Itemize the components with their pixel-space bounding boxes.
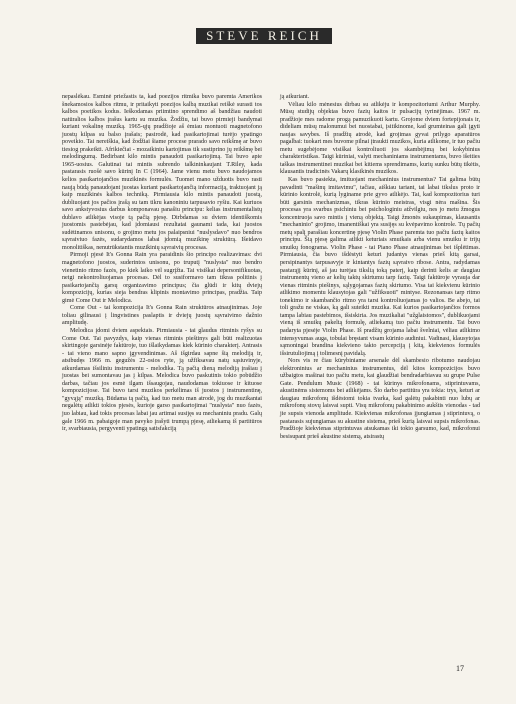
paragraph: Pirmoji pjesė It's Gonna Rain yra paraidinis šio principo realizavimas: dvi magnetofono juostos, suderintos unisonu, po truputį "nuslysta" nuo bendro vienetinio ritmo fazės, po kiek laiko vėl sugrįžta. Tai visiškai depersonifikuotas, netgi nekontroliuojamas procesas. Dėl to susiformavo tam tikras politinis į pasikartojančią garsų organizavimo principus; čia glūdi ir kitų dviejų kompozicijų, kurias sieja bendras klipinis montavimo principas, pradžia. Taip gimė Come Out ir Melodica. — [62, 252, 262, 304]
paragraph: Come Out - tai kompozicija It's Gonna Rain struktūros atnaujinimas. Joje toliau gilinausi į lingvistines paslaptis ir dviejų juostų sąvraivimo dažnio amplitudę. — [62, 305, 262, 327]
paragraph: Kas buvo pasiekta, imituojant mechaninius instrumentus? Tai galima būtų pavadinti "mašinų imitavimu", tačiau, aiškiau tariant, tai labai tikslus proto ir kūrinio kontrolė, kurią lyginame prie gyvo atlikėjo. Tai, kad kompozitorius turi būti garsinis mechanizmas, tikras kūrinio meistras, visgi nėra mašina. Šis procesas yra svarbus psichiniu bei psichologiniu atžvilgiu, nes jo metu žmogus koncentruoja savo mintis į vieną objektą. Taigi žmonės sukaupimas, klausantis "mechaninio" grojimo, imanentiškai yra susijęs su kvėpavimo kontrole. Tų pačių metų spalį parašiau koncertinę pjesę Violin Phase paremta tuo pačiu fazių kaitos principu. Šią pjesę galima atlikti keturiais smuikais arba vienu smuiku ir trijų smuikų fonograma. Violin Phase - tai Piano Phase atnaujinimas bei išplėtimas. Pirmiausia, čia buvo išdėstyti keturi judantys vienas prieš kitą garsai, persipinantys tarpusavyje ir kintantys fazių sąvraivo ribose. Antra, radydamas pastarąjį kūrinį, aš jau turėjau tikslią toką paterį, kaip derinti kelis ar daugiau instrumentų vieno ar kelių taktų skirtumu tarp fazių. Taigi faktūroje vyrauja dar vienas ritminis piešinys, sąlygojamas fazių skirtumo. Visa tai kiekvienu kūrinio atlikimo momentu klausytojas gali "užfiksuoti" mintyse. Rezonansas tarp ritmo tonekimo ir skambančio ritmo yra tarsi kontroliuojamas jo valios. Be abejo, tai toli gražu ne viskas, ką gali suteikti muzika. Kai kurios pasikartojančios formos tampa labiau pastebimos, išsiskiria. Jos muzikaliai "užglaistomos", dublikuojami vieną iš smuikų pakeltą formulę, atliekamą tuo pačiu instrumentu. Tai buvo padaryta pjesėje Violin Phase. Iš pradžių grojama labai švelniai, vėliau atlikimo intensyvumas auga, tobulai bręstant visam kūrinio audiniui. Vadinasi, klausytojas sąmoningai brandina kiekvieno takto percepciją į kitą, kiekvienos formulės išsirutuliojimą į tolimesnį pavidalą. — [280, 177, 480, 357]
left-text-column — [62, 94, 262, 434]
paragraph: ją atkuriant. — [280, 94, 310, 100]
running-header: STEVE REICH — [196, 28, 332, 44]
paragraph: nepaslėkau. Esminė priežastis ta, kad poezijos ritmika buvo paremta Amerikos šnekamosios kalbos ritmu, ir pritaikyti poezijos kalbą muzikai reiškė surasti tos kalbos poetikos kodus. Ieškodamas priimtino sprendimo aš bandžiau naudoti natūralios kalbos įrašus kartu su muzika. Žodžiu, tai buvo pirmieji bandymai kuriant vokalinę muziką. 1965-ųjų pradžioje aš ėmiau montuoti magnetofono juostų kilpas su balso įrašais; pasirodė, kad pasikartojimai turėjo ypatingo poveikio. Tai nereiškia, kad žodžiai šiame procese prarado savo reikšmę ar buvo tiesiog prakeikti. Afrikiečiai - mozaikiniu kartojimas tik sustiprino jų reikšmę bei melodingumą. Bedirbant kilo mintis panaudoti pasikartojimą. Tai buvo apie 1965-uosius. Galutinai tai mintis subrendo talkininkaujant T.Riley, kada pastarasis ruošė savo kūrinį In C (1964). Jame vienu metu buvo naudojamos kelios pasikartojančios muzikinės formulės. Tuomet mano užduotis buvo rasti naują būdą panaudojant juostas kuriant pasikartojančią informaciją, traktuojant ją kaip muzikinės kalbos techniką. Pirmiausia kilo mintis panaudoti juostą, dubliuojant jos pačios įrašą su tam tikru kanoniniu tarpusavio ryšiu. Kai kuriuos savo ankstyvosius darbus komponavau panašiu principu: kelias instrumentalistų dublavo atlikėjas visoje tą pačią pjesę. Dirbdamas su dviem identiškomis juostomis pastebėjau, kad įdomiausi rezultatai gaunami tada, kai juostos sudėtinamos unisonu, o grojimo metu jos palaipsniui "nuslysdavo" nuo bendros sąvraiviuo fazės, sudarydamos labai įdomią muzikinę struktūrą. Išeidavo monolitiškas, nenutrūkstantis muzikinių sąvraivių procesas. — [62, 94, 262, 251]
paragraph: Vėliau kilo mėnesius dirbau su atlikėju ir kompozitoriumi Arthur Murphy. Mūsų studijų objektas buvo fazių kaitos ir pulsacijų tyrinėjimas. 1967 m. pradžioje mes radome progą pamuzikuoti kartu. Grojome dviem fortepijonais ir, dideliam mūsų malonumui bei nuostabai, įsitikinome, kad grumteinas gali įgyti naujas savybes. Iš pradžių atrodė, kad grojimas gyvai prilygo aparatūros pagalbai: tuokart mes buvome pilnai įtraukti muzikos, kuria atlikome, ir tuo pačiu metu sugebėjome visiškai kontroliuoti jos skambėjimą bei kokybinius charakteristikas. Taigi kūriniai, valyti mechaniniams instrumentams, buvo išeities taškas instrumentinei muzikai bei kitiems sprendimams, kurių sunku būtų tikėtis, klausantis tradicinės Vakarų klasikinės muzikos. — [280, 101, 480, 176]
right-text-column — [280, 94, 480, 441]
paragraph: Nors vis re čiau kūrybiniame arsenale dėl skambesio ribotumo naudojau elektroninius ar mechaninius instrumentus, dėl kitos kompozicijos buvo užbaigtos mašinai tuo pačiu metu, kai glaudžiai bendradarbiavau su grupe Pulse Gate. Pendulum Music (1968) - tai kūrinys mikrofonams, stiprintuvams, akustinėms sistemoms bei atlikėjams. Šio darbo partitūra yra tokia: trys, keturi ar daugiau mikrofonų išdėstomi tokia tvarka, kad galėtų pakabinti nuo lubų ar mikrofonų stovų laisvai supti. Visų mikrofonų pakabinimo aukštis vienodas - tad jie supsis vienoda amplitude. Kiekvienas mikrofonas įjungiamas į stiprintuvą, o pastarasis sujungiamas su akustine sistema, prieš kurią laisvai supsis mikrofonas. Pradžioje kiekvienas stiprintuvas atsukamas iki tokio garsumo, kad, mikrofonui besisupant prieš akustine sistemą, atsirastų — [280, 358, 480, 440]
paragraph: Melodica įdomi dviem aspektais. Pirmiausia - tai glaudus ritminis ryšys su Come Out. Tai pavyzdys, kaip vienas ritminis pieštinys gali būti realizuotas skirtingoje garsinėje faktūroje, tuo išlaikydamas kiek kūrinio charakterį. Antrasis - tai vieno mano sapno įgyvendinimas. Aš išgirdau sapne šią melodiją ir, atsibudęs 1966 m. gegužės 22-osios ryte, ją užfiksavau natų sąsiuvinyje, atkurdamas išsiliniu instrumentu - melodika. Tą pačią dieną melodiją įrašiau į juostas bei sumontavau jas į kilpas. Melodica buvo paskutinis tokio pobūdžio darbas, tačiau jos esmė ilgam išsaugojau, naudodamas tokiuose ir kituose kompozicijose. Tai buvo tarsi muzikos perkėlimas iš juostos į instrumentinę, "gyvąją" muziką. Būdama tą pačią, kad tuo metu man atrodė, jog du muzikantai negalėtų atlikti tokios pjesės, kurioje garso pasikartojimai "nuslysta" nuo fazės, juo labiau, kad tokis procesas labai jau artimai susijęs su mechaniniu pradu. Galų gale 1966 m. pabaigoje man pavyko įrašyti trumpą pjesę, atliekamą iš partitūros ir, svarbiausia, pergyventi ypatingą satisfakciją — [62, 327, 262, 433]
page-number: 17 — [456, 664, 464, 673]
